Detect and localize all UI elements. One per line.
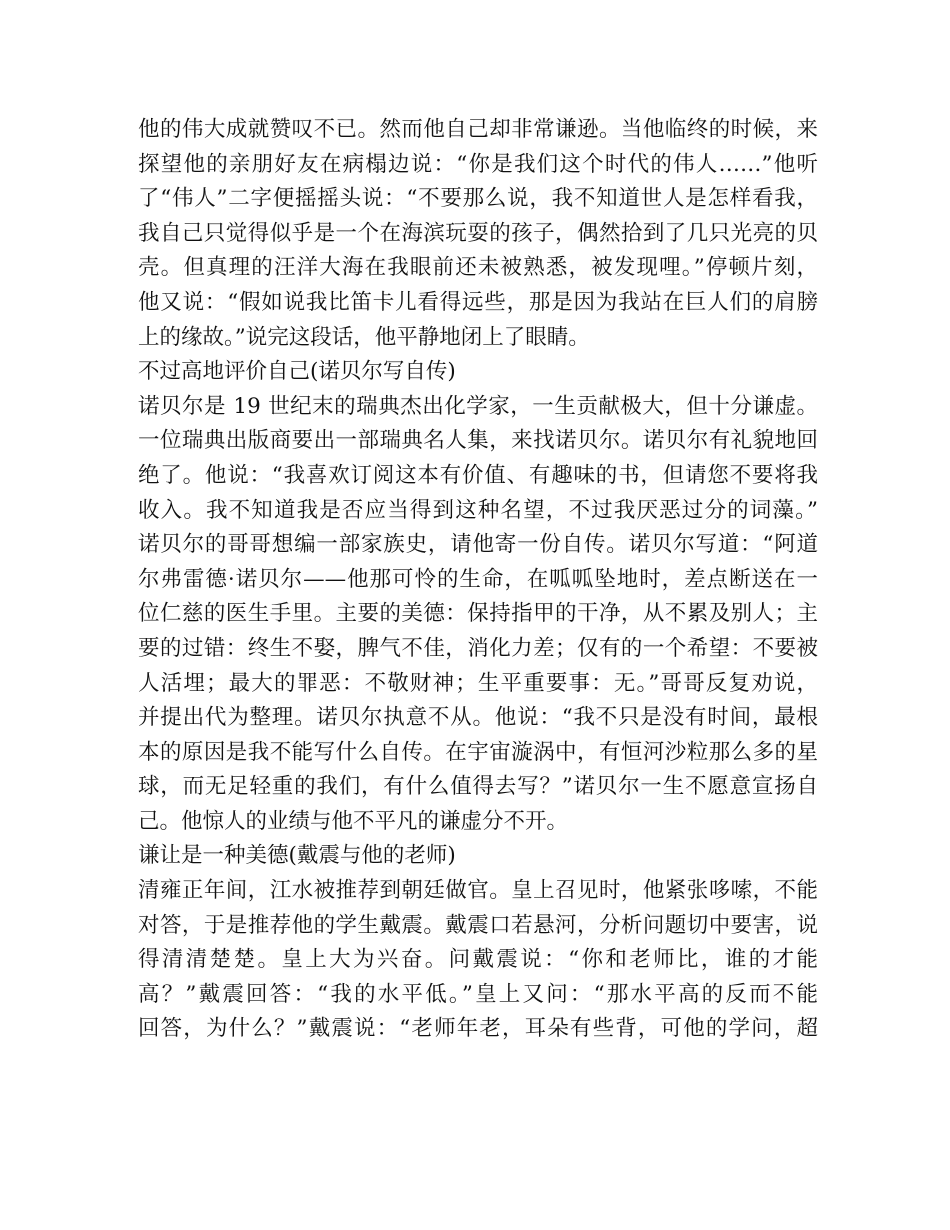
text-line: 并提出代为整理。诺贝尔执意不从。他说：“我不只是没有时间，最根 [138, 705, 818, 731]
text-line: 位仁慈的医生手里。主要的美德：保持指甲的干净，从不累及别人；主 [138, 601, 818, 627]
text-line: 他的伟大成就赞叹不已。然而他自己却非常谦逊。当他临终的时候，来 [138, 117, 818, 142]
text-line: 己。他惊人的业绩与他不平凡的谦虚分不开。 [138, 808, 569, 834]
text-line: 了“伟人”二字便摇摇头说：“不要那么说，我不知道世人是怎样看我， [138, 186, 818, 212]
text-line: 得清清楚楚。皇上大为兴奋。问戴震说：“你和老师比，谁的才能 [138, 947, 818, 973]
text-line: 诺贝尔是 19 世纪末的瑞典杰出化学家，一生贡献极大，但十分谦虚。 [138, 393, 818, 419]
text-line: 清雍正年间，江水被推荐到朝廷做官。皇上召见时，他紧张哆嗦，不能 [138, 878, 818, 904]
text-line: 尔弗雷德·诺贝尔——他那可怜的生命，在呱呱坠地时，差点断送在一 [138, 566, 818, 592]
document-page [138, 113, 818, 1047]
text-line: 他又说：“假如说我比笛卡儿看得远些，那是因为我站在巨人们的肩膀 [138, 289, 818, 315]
text-line: 要的过错：终生不娶，脾气不佳，消化力差；仅有的一个希望：不要被 [138, 635, 818, 661]
text-line: 高？”戴震回答：“我的水平低。”皇上又问：“那水平高的反而不能 [138, 981, 818, 1007]
text-line: 人活埋；最大的罪恶：不敬财神；生平重要事：无。”哥哥反复劝说， [138, 670, 818, 696]
text-line: 回答，为什么？”戴震说：“老师年老，耳朵有些背，可他的学问，超 [138, 1016, 818, 1042]
text-line: 谦让是一种美德(戴震与他的老师) [138, 843, 456, 869]
text-line: 探望他的亲朋好友在病榻边说：“你是我们这个时代的伟人……”他听 [138, 151, 818, 177]
text-line: 收入。我不知道我是否应当得到这种名望，不过我厌恶过分的词藻。” [138, 497, 818, 523]
text-line: 一位瑞典出版商要出一部瑞典名人集，来找诺贝尔。诺贝尔有礼貌地回 [138, 428, 818, 454]
text-line: 对答，于是推荐他的学生戴震。戴震口若悬河，分析问题切中要害，说 [138, 912, 818, 938]
text-line: 不过高地评价自己(诺贝尔写自传) [138, 359, 456, 385]
text-line: 诺贝尔的哥哥想编一部家族史，请他寄一份自传。诺贝尔写道：“阿道 [138, 532, 818, 558]
text-line: 我自己只觉得似乎是一个在海滨玩耍的孩子，偶然拾到了几只光亮的贝 [138, 220, 818, 246]
text-line: 上的缘故。”说完这段话，他平静地闭上了眼睛。 [138, 324, 590, 350]
text-line: 绝了。他说：“我喜欢订阅这本有价值、有趣味的书，但请您不要将我 [138, 462, 818, 488]
text-line: 球，而无足轻重的我们，有什么值得去写？”诺贝尔一生不愿意宣扬自 [138, 774, 818, 800]
text-line: 本的原因是我不能写什么自传。在宇宙漩涡中，有恒河沙粒那么多的星 [138, 739, 818, 765]
text-line: 壳。但真理的汪洋大海在我眼前还未被熟悉，被发现哩。”停顿片刻， [138, 255, 818, 281]
